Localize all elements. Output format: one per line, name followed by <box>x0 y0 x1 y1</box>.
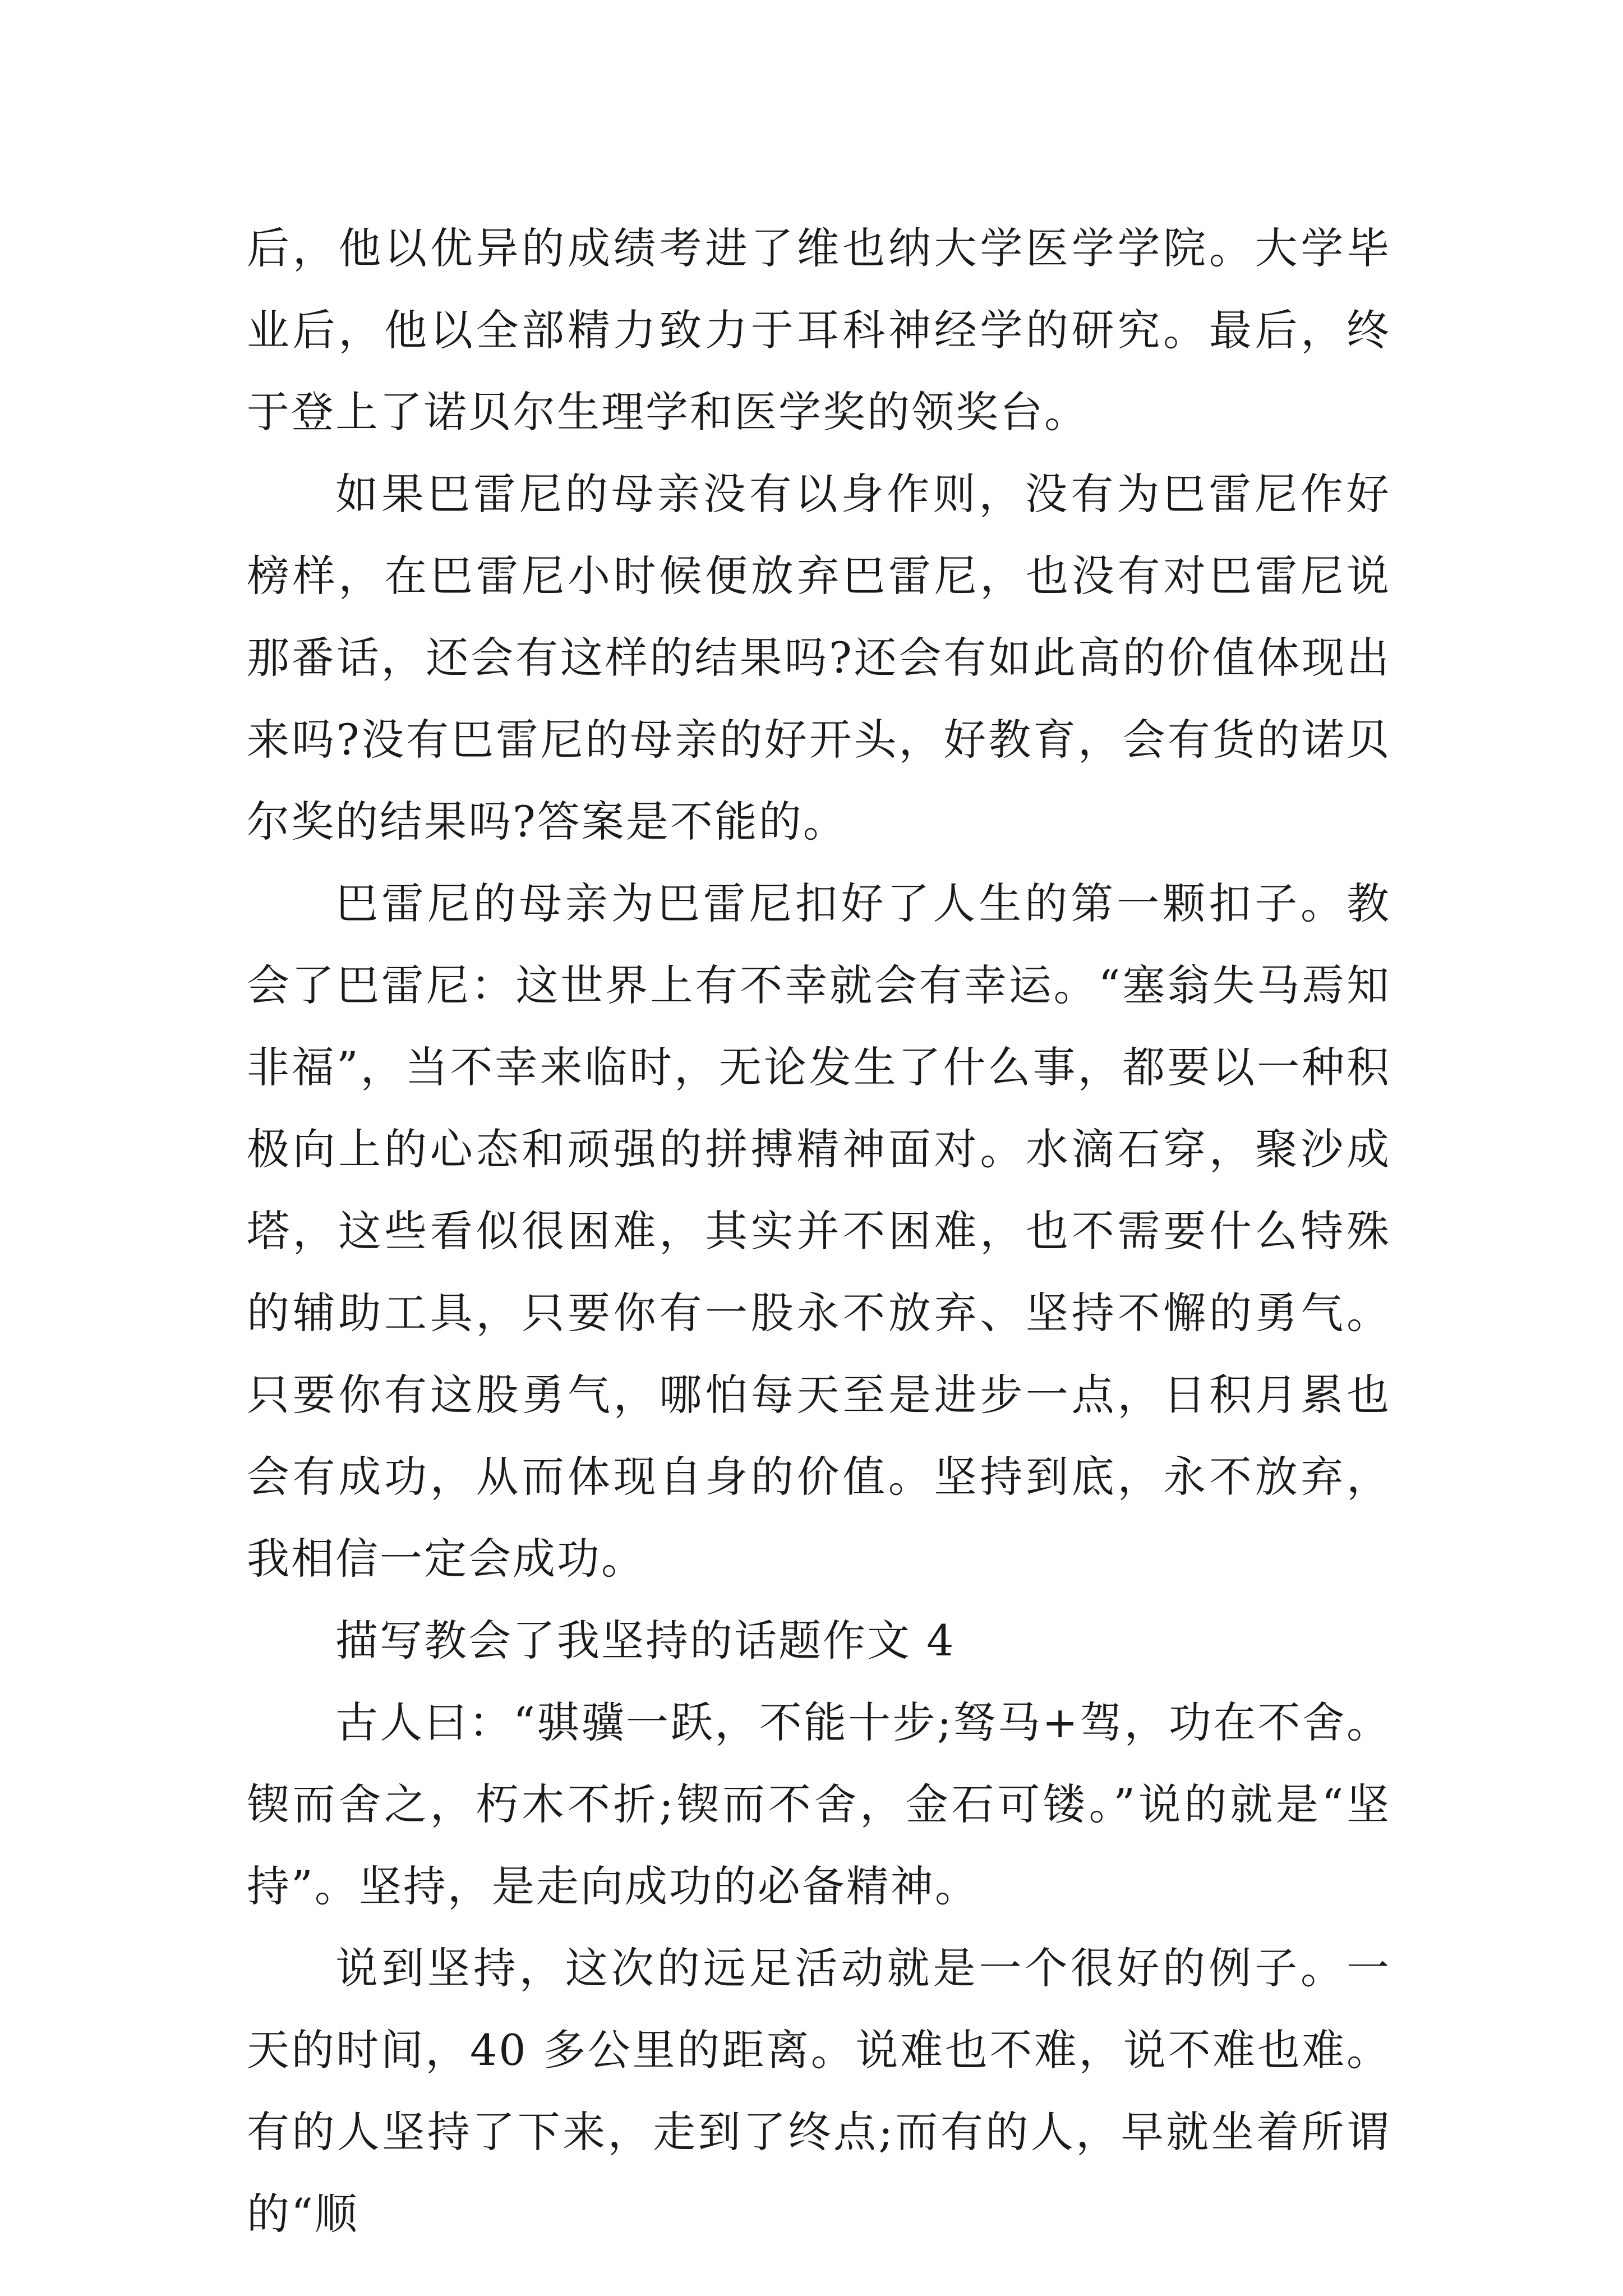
paragraph-3: 巴雷尼的母亲为巴雷尼扣好了人生的第一颗扣子。教会了巴雷尼：这世界上有不幸就会有幸运。“塞翁失马焉知非福”，当不幸来临时，无论发生了什么事，都要以一种积极向上的心态和顽强的拼搏精神面对。水滴石穿，聚沙成塔，这些看似很困难，其实并不困难，也不需要什么特殊的辅助工具，只要你有一股永不放弃、坚持不懈的勇气。只要你有这股勇气，哪怕每天至是进步一点，日积月累也会有成功，从而体现自身的价值。坚持到底，永不放弃，我相信一定会成功。 <box>247 878 1391 1584</box>
paragraph-1: 后，他以优异的成绩考进了维也纳大学医学学院。大学毕业后，他以全部精力致力于耳科神经学的研究。最后，终于登上了诺贝尔生理学和医学奖的领奖台。 <box>247 223 1391 437</box>
paragraph-5: 说到坚持，这次的远足活动就是一个很好的例子。一天的时间，40 多公里的距离。说难也不难，说不难也难。有的人坚持了下来，走到了终点;而有的人，早就坐着所谓的“顺 <box>247 1943 1391 2239</box>
document-body <box>247 208 1391 2255</box>
paragraph-4: 古人曰：“骐骥一跃，不能十步;驽马+驾，功在不舍。锲而舍之，朽木不折;锲而不舍，金石可镂。”说的就是“坚持”。坚持，是走向成功的必备精神。 <box>247 1697 1391 1911</box>
section-heading: 描写教会了我坚持的话题作文 4 <box>335 1616 956 1665</box>
paragraph-2: 如果巴雷尼的母亲没有以身作则，没有为巴雷尼作好榜样，在巴雷尼小时候便放弃巴雷尼，也没有对巴雷尼说那番话，还会有这样的结果吗?还会有如此高的价值体现出来吗?没有巴雷尼的母亲的好开头，好教育，会有货的诺贝尔奖的结果吗?答案是不能的。 <box>247 469 1391 846</box>
